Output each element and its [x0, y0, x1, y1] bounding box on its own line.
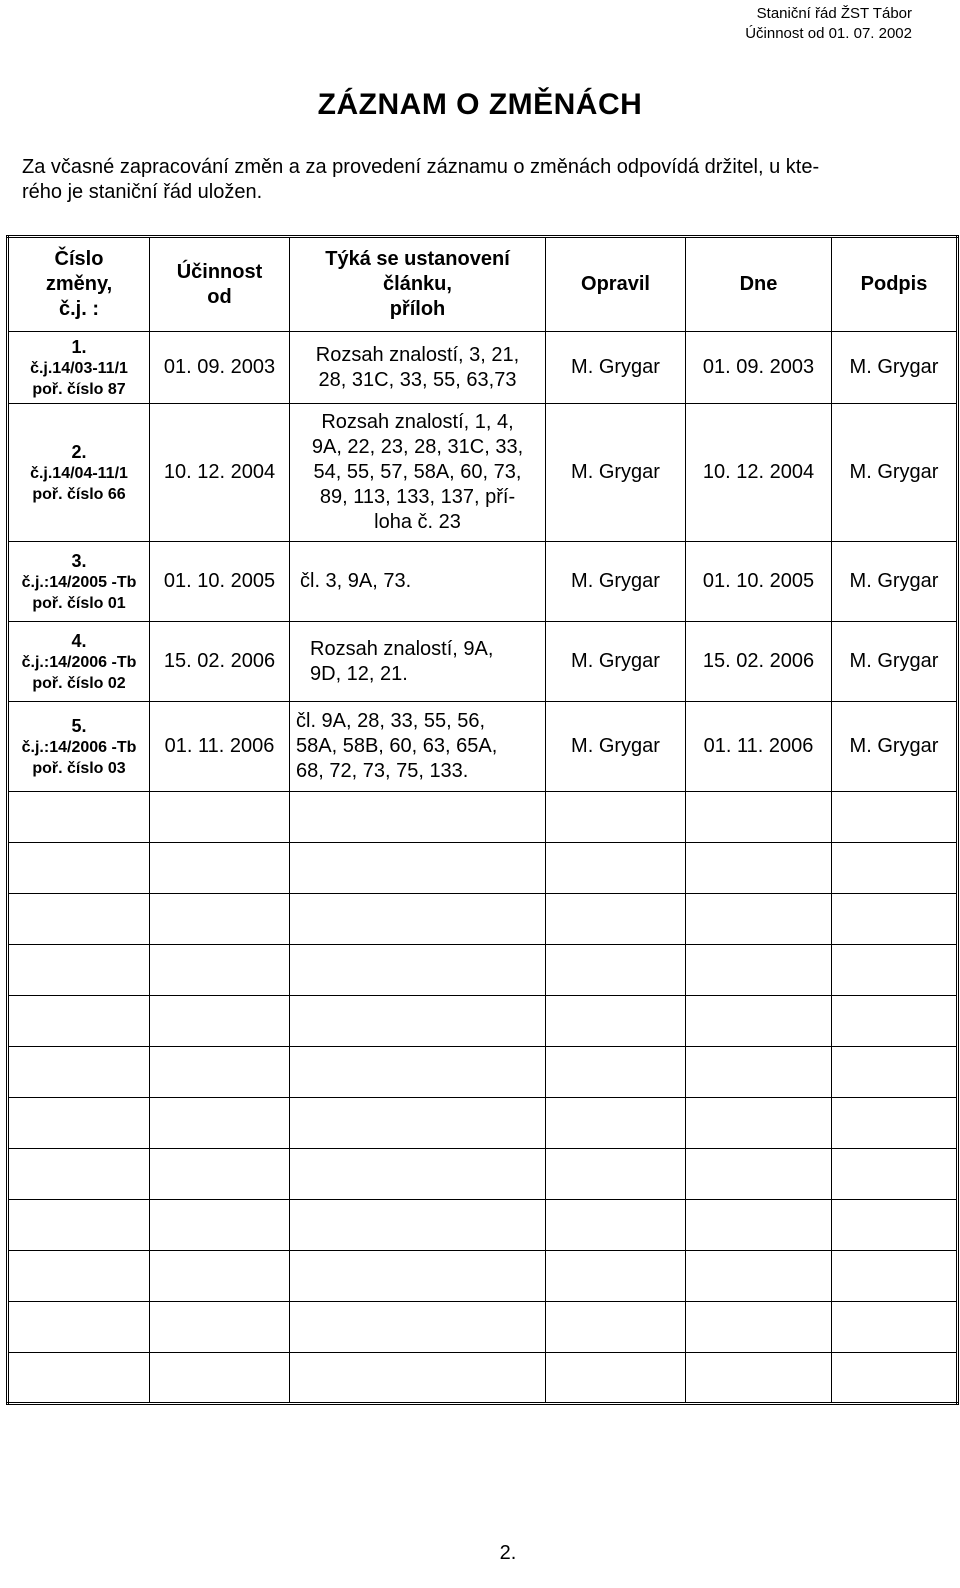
empty-row — [8, 843, 958, 894]
page-title: ZÁZNAM O ZMĚNÁCH — [317, 88, 643, 121]
effective-cell: 01. 11. 2006 — [150, 702, 290, 792]
header-fixed-by: Opravil — [546, 237, 686, 332]
empty-row — [8, 1200, 958, 1251]
empty-row — [8, 996, 958, 1047]
table-row — [8, 622, 958, 702]
date-cell: 10. 12. 2004 — [686, 404, 832, 542]
effective-cell: 01. 09. 2003 — [150, 332, 290, 404]
signature-cell: M. Grygar — [832, 622, 958, 702]
effective-cell: 15. 02. 2006 — [150, 622, 290, 702]
change-number-cell: 1. č.j.14/03-11/1 poř. číslo 87 — [8, 332, 150, 404]
empty-row — [8, 1098, 958, 1149]
fixed-by-cell: M. Grygar — [546, 542, 686, 622]
fixed-by-cell: M. Grygar — [546, 332, 686, 404]
table-row — [8, 542, 958, 622]
header-line-1: Staniční řád ŽST Tábor — [756, 5, 912, 22]
change-number-cell: 2. č.j.14/04-11/1 poř. číslo 66 — [8, 404, 150, 542]
empty-row — [8, 1251, 958, 1302]
date-cell: 15. 02. 2006 — [686, 622, 832, 702]
empty-row — [8, 945, 958, 996]
empty-row — [8, 1149, 958, 1200]
fixed-by-cell: M. Grygar — [546, 622, 686, 702]
fixed-by-cell: M. Grygar — [546, 404, 686, 542]
date-cell: 01. 09. 2003 — [686, 332, 832, 404]
empty-row — [8, 1302, 958, 1353]
empty-row — [8, 894, 958, 945]
signature-cell: M. Grygar — [832, 332, 958, 404]
change-number-cell: 3. č.j.:14/2005 -Tb poř. číslo 01 — [8, 542, 150, 622]
intro-line-2: rého je staniční řád uložen. — [22, 181, 263, 203]
effective-cell: 01. 10. 2005 — [150, 542, 290, 622]
intro-text — [22, 155, 922, 205]
table-header-row — [8, 237, 958, 332]
empty-row — [8, 1047, 958, 1098]
effective-cell: 10. 12. 2004 — [150, 404, 290, 542]
signature-cell: M. Grygar — [832, 702, 958, 792]
change-number-cell: 4. č.j.:14/2006 -Tb poř. číslo 02 — [8, 622, 150, 702]
header-line-2: Účinnost od 01. 07. 2002 — [745, 25, 912, 42]
date-cell: 01. 10. 2005 — [686, 542, 832, 622]
change-number-cell: 5. č.j.:14/2006 -Tb poř. číslo 03 — [8, 702, 150, 792]
articles-cell: čl. 3, 9A, 73. — [290, 542, 546, 622]
document-header — [745, 4, 912, 44]
table-row — [8, 404, 958, 542]
empty-row — [8, 792, 958, 843]
date-cell: 01. 11. 2006 — [686, 702, 832, 792]
table-row — [8, 332, 958, 404]
articles-cell: Rozsah znalostí, 1, 4, 9A, 22, 23, 28, 31C, 33, 54, 55, 57, 58A, 60, 73, 89, 113, 133, 137, pří- loha č. 23 — [290, 404, 546, 542]
header-concerns: Týká se ustanovení článku, příloh — [290, 237, 546, 332]
page-number: 2. — [499, 1542, 517, 1564]
header-number: Číslo změny, č.j. : — [8, 237, 150, 332]
empty-row — [8, 1353, 958, 1404]
signature-cell: M. Grygar — [832, 404, 958, 542]
header-effective: Účinnost od — [150, 237, 290, 332]
articles-cell: Rozsah znalostí, 9A, 9D, 12, 21. — [290, 622, 546, 702]
table-row — [8, 702, 958, 792]
articles-cell: čl. 9A, 28, 33, 55, 56, 58A, 58B, 60, 63, 65A, 68, 72, 73, 75, 133. — [290, 702, 546, 792]
articles-cell: Rozsah znalostí, 3, 21, 28, 31C, 33, 55, 63,73 — [290, 332, 546, 404]
signature-cell: M. Grygar — [832, 542, 958, 622]
header-date: Dne — [686, 237, 832, 332]
fixed-by-cell: M. Grygar — [546, 702, 686, 792]
intro-line-1: Za včasné zapracování změn a za provedení záznamu o změnách odpovídá držitel, u kte- — [22, 156, 820, 178]
changes-table — [6, 235, 959, 1405]
header-signature: Podpis — [832, 237, 958, 332]
